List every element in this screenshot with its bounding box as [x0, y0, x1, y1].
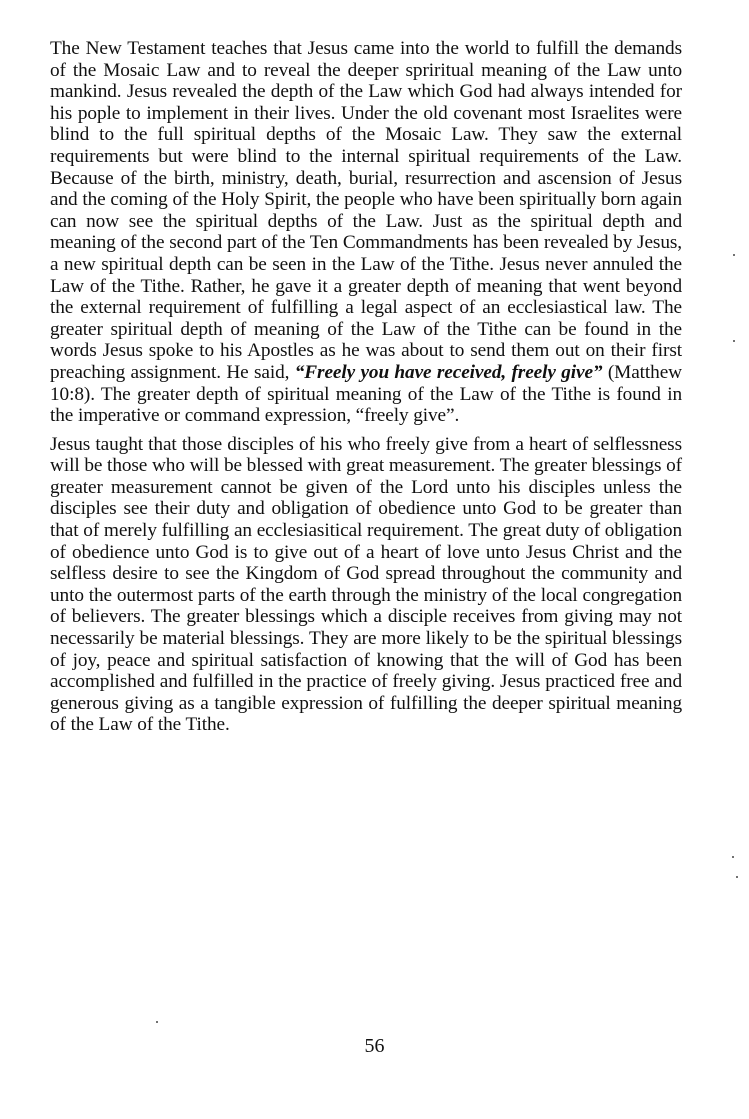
scan-speck [733, 340, 735, 342]
scripture-quote: “Freely you have received, freely give” [294, 361, 603, 383]
paragraph-1-text: The New Testament teaches that Jesus came into the world to fulfill the demands of the Mosaic Law and to reveal the deeper spriritual meaning of the Law unto mankind. Jesus revealed the depth of the Law which God had always intended for his pople to implement in their lives. Under the old covenant most Israelites were blind to the full spiritual depths of the Mosaic Law. They saw the external requirements but were blind to the internal spiritual requirements of the Law. Because of the birth, ministry, death, burial, resurrection and ascension of Jesus and the coming of the Holy Spirit, the people who have been spiritually born again can now see the spiritual depths of the Law. Just as the spiritual depth and meaning of the second part of the Ten Commandments has been revealed by Jesus, a new spiritual depth can be seen in the Law of the Tithe. Jesus never annuled the Law of the Tithe. Rather, he gave it a greater depth of meaning that went beyond the external requirement of fulfilling a legal aspect of an ecclesiastical law. The greater spiritual depth of meaning of the Law of the Tithe can be found in the words Jesus spoke to his Apostles as he was about to send them out on their first preaching assignment. He said, [50, 38, 682, 383]
scan-speck [736, 876, 738, 878]
document-body [50, 38, 682, 736]
scan-speck [732, 856, 734, 858]
scan-speck [733, 254, 735, 256]
scan-speck [156, 1021, 158, 1023]
page-number: 56 [364, 1035, 385, 1057]
paragraph-2: Jesus taught that those disciples of his who freely give from a heart of selflessness will be those who will be blessed with great measurement. The greater blessings of greater measurement cannot be given of the Lord unto his disciples unless the disciples see their duty and obligation of obedience unto God to be greater than that of merely fulfilling an ecclesiasitical requirement. The great duty of obligation of obedience unto God is to give out of a heart of love unto Jesus Christ and the selfless desire to see the Kingdom of God spread throughout the community and unto the outermost parts of the earth through the ministry of the local congregation of believers. The greater blessings which a disciple receives from giving may not necessarily be material blessings. They are more likely to be the spiritual blessings of joy, peace and spiritual satisfaction of knowing that the will of God has been accomplished and fulfilled in the practice of freely giving. Jesus practiced free and generous giving as a tangible expression of fulfilling the deeper spiritual meaning of the Law of the Tithe. [50, 433, 682, 736]
paragraph-1-citation: (Matthew 10:8). The greater depth of spiritual meaning of the Law of the Tithe is found in the imperative or command expression, “freely give”. [50, 361, 682, 427]
paragraph-1 [50, 38, 682, 427]
